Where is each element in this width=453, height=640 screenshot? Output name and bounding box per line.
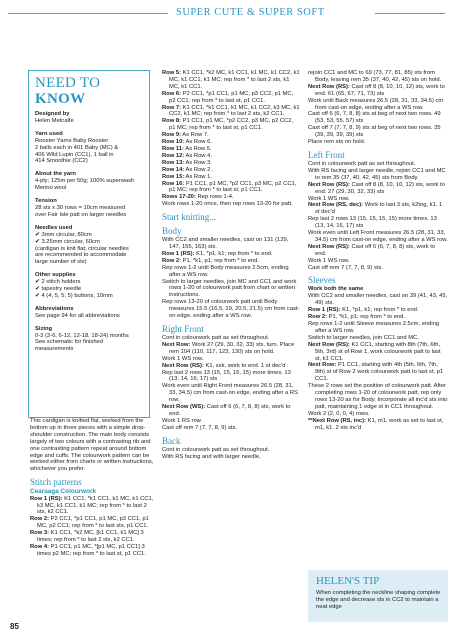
pattern-row: Row 4: P1 CC1, p1 MC, *[p1 MC, p1 CC1] 3 times p2 MC; rep from * to last st, p1 CC1. [30,544,146,557]
pattern-row: Row 10: As Row 6. [162,139,212,146]
pattern-row: Row 1 (RS): K1 CC1, *k1 CC1, k1 MC, k1 CC1, k3 MC, k1 CC1, k1 MC; rep from * to last 2 sts, k2 CC1. [30,495,154,516]
right-front-instruction: Next Row: Work 27 (29, 30, 32, 33) sts, turn. Place rem 104 (110, 117, 123, 130) sts on hold. [162,341,295,355]
sleeve-instruction: Row 1 (RS): K1, *p1, k1; rep from * to end. [308,307,419,314]
sleeve-instruction: Row 2: P1, *k1, p1; rep from * to end. [308,314,405,321]
info-group-line: 4-ply; 125m per 50g; 100% superwash [35,178,135,185]
left-front-instruction: Next Row (RS): Cast off 6 (6, 7, 8, 8) sts, work to end. [308,243,436,257]
need-to-know-title-a: NEED TO [35,75,101,91]
left-front-heading: Left Front [308,149,345,160]
pattern-row: Row 14: As Row 2. [162,166,212,173]
sleeve-instruction: **Next Row (RS, inc): K1, m1, work as set to last st, m1, k1. 2 sts inc'd [308,417,444,431]
info-group [35,306,147,320]
tip-box [308,570,448,622]
info-group-line: over Fair Isle patt on larger needles [35,211,127,218]
pattern-row: Row 9: As Row 7. [162,132,209,139]
right-front-heading: Right Front [162,324,204,334]
info-group-heading: Tension [35,198,57,205]
back-instruction: Cast off 7 (7, 7, 8, 9) sts at beg of next two rows. 35 (39, 39, 39, 39) sts [308,125,441,139]
info-group-heading: Needles used [35,224,73,231]
pattern-row: Row 11: As Row 5. [162,145,212,152]
header-rule-right [375,13,445,14]
left-front-instruction: Rep last 2 rows 13 (15, 15, 15, 15) more times. 13 (13, 14, 16, 17) sts [308,216,437,230]
info-group-line: 2 balls each in 401 Baby (MC) & [35,144,119,151]
back-instruction: Next Row (RS): Cast off 8 (8, 10, 10, 12) sts, work to end. 61 (65, 67, 71, 73) sts [308,83,445,97]
sleeve-instruction: Next Row: P1 CC1, starting with 4th (5th, 6th, 7th, 9th) st of Row 2 work colourwork patt to last st, p1 CC1. [308,362,444,383]
info-group-line: 414 Smoothie (CC2) [35,158,88,165]
right-column [308,70,448,432]
left-column-lower [30,418,154,558]
info-group-line: ✔ 4 (4, 5, 5, 5) buttons, 10mm [35,292,113,299]
header-rule-left [8,13,168,14]
pattern-row: Rows 17-20: Rep rows 1-4. [162,194,234,201]
sleeve-instruction: Next Row (RS): K1 CC1, starting with 8th (7th, 6th, 5th, 3rd) st of Row 1, work colourwork patt to last st, k1 CC1. [308,341,441,362]
left-front-instruction: Next Row (RS): Cast off 8 (8, 10, 10, 12) sts, work to end. 27 (29, 30, 32, 33) sts [308,181,445,195]
right-front-instruction: Cont in colourwork patt as set throughout. [162,335,270,341]
info-group-line: 28 sts x 30 rows = 10cm measured [35,204,126,211]
info-group-line: ✔ 2 stitch holders [35,279,81,286]
info-group-line: See page 94 for all abbreviations [35,312,120,319]
info-group-line: large number of sts) [35,259,87,266]
pattern-row: Row 16: P1 CC1, p1 MC, *p2 CC1, p3 MC, p2 CC1, p1 MC; rep from * to last st, p1 CC1. [162,180,297,194]
need-to-know-title-b: KNOW [35,91,86,107]
info-group [35,326,147,354]
pattern-row: Work rows 1-20 once, then rep rows 13-20 for patt. [162,201,293,208]
right-front-instruction: Cast off rem 7 (7, 7, 8, 9) sts. [162,424,237,431]
pattern-row: Row 15: As Row 1. [162,173,212,180]
back-instruction: With RS facing and with larger needle, [162,453,261,460]
info-group [35,198,147,219]
right-front-instruction: Next Row (RS): K1, ssk, work to end. 1 st dec'd [162,362,286,369]
info-group-line: See schematic for finished [35,339,103,346]
sleeve-instruction: Work 2 (2, 0, 0, 4) rows. [308,410,370,417]
info-group-line: measurements [35,346,74,353]
info-group-heading: Sizing [35,325,53,332]
stitch-patterns-heading: Stitch patterns [30,477,82,488]
left-front-instruction: Work 1 WS row. [308,257,350,264]
info-group-line: ✔ 3.25mm circular, 60cm [35,238,100,245]
info-group-line: ✔ tapestry needle [35,286,82,293]
left-front-instruction: Next Row (RS, dec): Work to last 3 sts, k2tog, k1. 1 st dec'd [308,202,443,216]
body-heading: Body [162,226,182,237]
pattern-row: Row 3: K1 CC1, *k2 MC, [k1 CC1, k1 MC] 3 times; rep from * to last 2 sts, k2 CC1. [30,530,144,544]
right-front-instruction: Rep last 2 rows 13 (15, 15, 15, 15) more times. 13 (13, 14, 16, 17) sts [162,369,291,383]
back-instruction: Place rem sts on hold. [308,139,366,146]
sleeves-subheading: Work both the same [308,286,364,293]
middle-column [162,70,300,461]
body-instruction: Switch to larger needles, join MC and CC1 and work rows 1-20 of colourwork patt from chart or written instructions. [162,278,297,299]
pattern-row: Row 13: As Row 3. [162,159,212,166]
colourwork-subheading: Cearaaga Colourwork [30,488,97,496]
back-instruction: rejoin CC1 and MC to 69 (73, 77, 81, 85) sts from Body, leaving rem 35 (37, 40, 42, 45) sts on hold. [308,70,442,83]
body-instruction: With CC2 and smaller needles, cast on 131 (139, 147, 155, 163) sts. [162,237,289,251]
right-front-instruction: Work 1 WS row. [162,355,204,362]
body-instruction: Rep rows 13-20 of colourwork patt until Body measures 15.5 (16.5, 19, 20.5, 21.5) cm from cast-on edge, ending after a WS row. [162,299,300,320]
right-front-instruction: Next Row (WS): Cast off 6 (6, 7, 8, 8) sts, work to end. [162,404,291,417]
body-instruction: Rep rows 1-2 until Body measures 2.5cm, ending after a WS row. [162,264,289,278]
sleeve-instruction: These 2 rows set the position of colourwork patt. After completing rows 1-20 of colourwork patt, rep only rows 13-20 as for Body. Incorporate all inc'd sts into patt, maintaining 1 edge st in CC1 throughout. [308,383,448,410]
page-number: 85 [10,622,19,631]
start-knitting-heading: Start knitting... [162,212,216,223]
pattern-row: Row 5: K1 CC1, *k2 MC, k1 CC1, k1 MC, k1 CC2, k1 MC, k1 CC1, k1 MC; rep from * to last 2 sts, k1 MC, k1 CC1. [162,70,300,90]
info-group [35,272,147,300]
tip-text: When completing the neckline shaping complete the edge and decrease sts in CC2 to maintain a neat edge [316,590,441,610]
pattern-row: Row 8: P1 CC1, p1 MC, *p2 CC2, p3 MC, p2 CC2, p1 MC; rep from * to last st, p1 CC1. [162,118,294,132]
need-to-know-title [35,75,147,107]
sleeves-heading: Sleeves [308,275,336,286]
need-to-know-content [35,75,147,359]
sleeve-instruction: Switch to larger needles, join CC1 and MC. [308,334,419,341]
info-group-line: Helen Metcalfe [35,117,74,124]
header-title: SUPER CUTE & SUPER SOFT [176,7,325,18]
sleeve-instruction: With CC2 and smaller needles, cast on 39 (41, 43, 45, 49) sts. [308,293,448,307]
left-front-instruction: Work even until Left Front measures 26.5 (28, 31, 33, 34.5) cm from cast-on edge, ending after a WS row. [308,230,448,243]
pattern-row: Row 12: As Row 4. [162,152,212,159]
info-group-line: 0-3 (3-6, 6-12, 12-18, 18-24) months [35,332,129,339]
info-group-line: Rooster Yarns Baby Rooster [35,137,109,144]
pattern-row: Row 7: K1 CC1, *k1 CC1, k1 MC, k1 CC2, k3 MC, k1 CC2, k1 MC; rep from * to last 2 sts, k2 CC1. [162,104,300,118]
left-front-instruction: Cast off rem 7 (7, 7, 8, 9) sts. [308,264,383,271]
back-heading: Back [162,435,181,446]
pattern-row: Row 6: P2 CC1, *p1 CC1, p1 MC, p3 CC2, p1 MC, p2 CC1; rep from * to last st, p1 CC1. [162,90,294,104]
info-group-heading: About the yarn [35,171,76,178]
info-group-heading: Other supplies [35,272,76,279]
left-front-instruction: Cont in colourwork patt as set throughout. [308,160,416,167]
back-instruction: Cast off 6 (6, 7, 8, 8) sts at beg of next two rows. 49 (53, 53, 55, 57) sts [308,111,441,125]
body-instruction: Row 1 (RS): K1, *p1, k1; rep from * to end. [162,250,273,257]
info-group-line: (cardigan is knit flat; circular needles [35,245,129,252]
info-group [35,131,147,166]
info-group-line: Merino wool [35,185,67,192]
back-instruction: Cont in colourwork patt as set throughout. [162,446,270,453]
info-group [35,225,147,266]
back-instruction: Work until Back measures 26.5 (28, 31, 33, 34.5) cm from cast-on edge, ending after a WS row. [308,97,444,111]
info-group-heading: Yarn used [35,130,63,137]
sleeve-instruction: Rep rows 1-2 until Sleeve measures 2.5cm, ending after a WS row. [308,321,440,334]
left-front-instruction: With RS facing and larger needle, rejoin CC1 and MC to rem 35 (37, 40, 42, 45) sts from Body. [308,167,446,181]
page-header [0,6,453,22]
info-group [35,171,147,192]
info-group-heading: Designed by [35,111,70,117]
pattern-row: Row 2: P2 CC1, *p1 CC1, p1 MC, p3 CC1, p1 MC, p2 CC1; rep from * to last sts, p1 CC1. [30,516,149,530]
info-group-heading: Abbreviations [35,305,74,312]
left-front-instruction: Work 1 WS row. [308,195,350,202]
need-to-know-box [28,70,150,418]
info-group-line: are recommended to accommodate [35,252,127,259]
right-front-instruction: Work even until Right Front measures 26.5 (28, 31, 33, 34.5) cm from cast-on edge, ending after a RS row. [162,383,298,404]
intro-paragraph: This cardigan is knitted flat, worked from the bottom up in three pieces with a simple drop-shoulder construction. The main body consists largely of two colours with a contrasting rib and one contrasting pattern repeat around bottom edge and cuffs. The colourwork pattern can be worked either from charts or written instructions, whichever you prefer. [30,418,154,473]
info-group-line: ✔ 3mm circular, 80cm [35,231,92,238]
info-group-line: 406 Wild Lupin (CC1), 1 ball in [35,151,114,158]
body-instruction: Row 2: P1, *k1, p1; rep from * to end. [162,257,259,264]
tip-title: HELEN'S TIP [316,575,380,587]
right-front-instruction: Work 1 RS row. [162,417,203,424]
info-group [35,111,147,125]
